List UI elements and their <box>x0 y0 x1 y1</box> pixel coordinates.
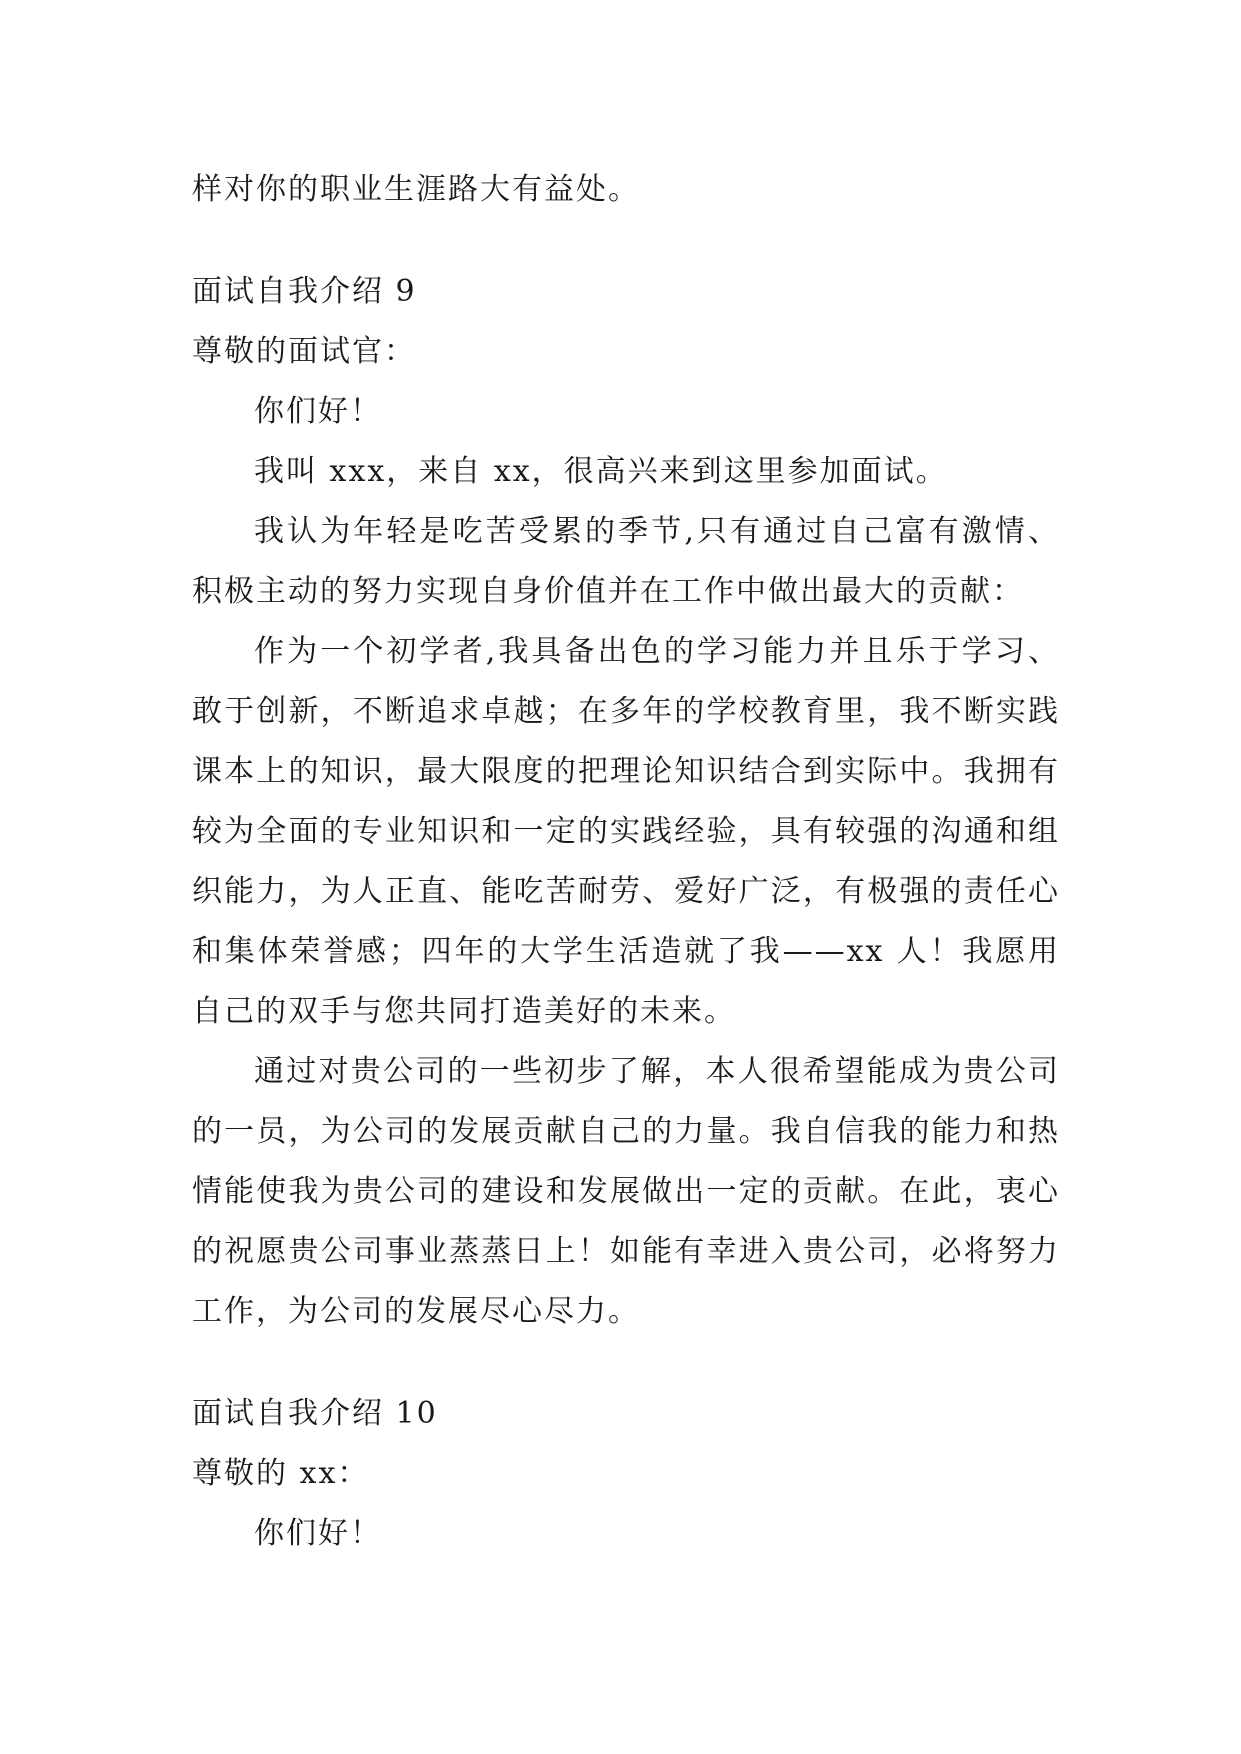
section-9-paragraph-3: 作为一个初学者,我具备出色的学习能力并且乐于学习、敢于创新，不断追求卓越；在多年的学校教育里，我不断实践课本上的知识，最大限度的把理论知识结合到实际中。我拥有较为全面的专业知识和一定的实践经验，具有较强的沟通和组织能力，为人正直、能吃苦耐劳、爱好广泛，有极强的责任心和集体荣誉感；四年的大学生活造就了我——xx 人！我愿用自己的双手与您共同打造美好的未来。 <box>192 634 1060 1029</box>
section-10-salutation: 尊敬的 xx： <box>192 1456 370 1491</box>
carryover-line: 样对你的职业生涯路大有益处。 <box>192 172 640 207</box>
section-9-salutation: 尊敬的面试官： <box>192 334 416 369</box>
section-9-paragraph-2: 我认为年轻是吃苦受累的季节,只有通过自己富有激情、积极主动的努力实现自身价值并在工作中做出最大的贡献： <box>192 514 1060 609</box>
section-gap <box>192 220 1060 262</box>
section-9-title: 面试自我介绍 9 <box>192 274 417 309</box>
section-10-greeting: 你们好！ <box>254 1516 382 1551</box>
section-9-paragraph-1: 我叫 xxx，来自 xx，很高兴来到这里参加面试。 <box>254 454 948 489</box>
section-9-paragraph-4: 通过对贵公司的一些初步了解，本人很希望能成为贵公司的一员，为公司的发展贡献自己的力量。我自信我的能力和热情能使我为贵公司的建设和发展做出一定的贡献。在此，衷心的祝愿贵公司事业蒸蒸日上！如能有幸进入贵公司，必将努力工作，为公司的发展尽心尽力。 <box>192 1054 1060 1329</box>
section-gap <box>192 1342 1060 1384</box>
section-9-greeting: 你们好！ <box>254 394 382 429</box>
document-body <box>192 160 1060 1564</box>
section-10-title: 面试自我介绍 10 <box>192 1396 438 1431</box>
